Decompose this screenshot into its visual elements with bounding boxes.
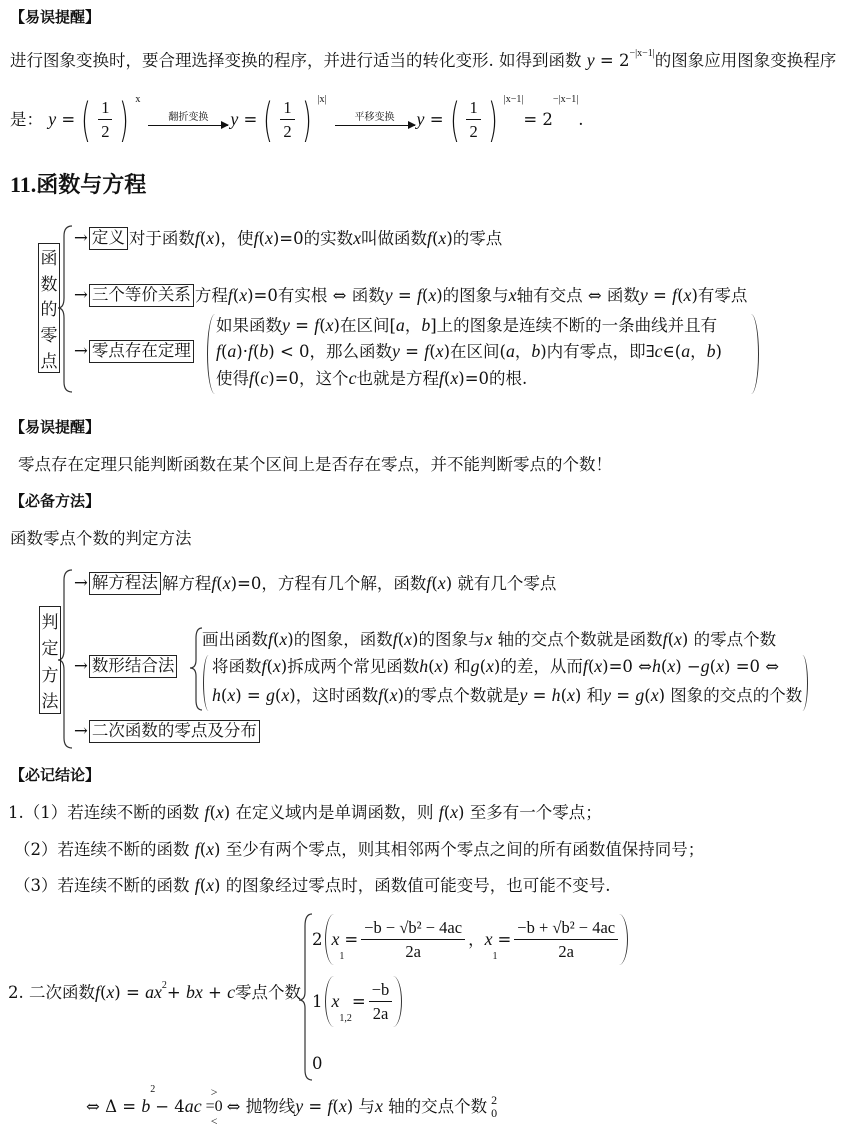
text-run: h(x) = g(x)，这时函数f(x)的零点个数就是y = h(x) 和y = g(x) 图象的交点的个数 [212, 685, 803, 705]
subscript: 1,2 [339, 1013, 352, 1025]
text-run: 函数零点个数的判定方法 [10, 529, 192, 548]
text-run: （3）若连续不断的函数 f(x) 的图象经过零点时，函数值可能变号，也可能不变号. [14, 875, 611, 895]
stack-item: 0 [491, 1105, 498, 1120]
method-text [10, 529, 192, 549]
right-paren: ) [119, 92, 130, 147]
text-run: ，x [468, 928, 493, 949]
boxed-label: 二次函数的零点及分布 [89, 720, 260, 743]
conclusion-2 [14, 839, 704, 860]
text-run: 画出函数f(x)的图象，函数f(x)的图象与x 轴的交点个数就是函数f(x) 的零点个数 [202, 629, 777, 649]
text-run: 零点存在定理只能判断函数在某个区间上是否存在零点，并不能判断零点的个数！ [18, 455, 612, 474]
text-run: （2）若连续不断的函数 f(x) 至少有两个零点，则其相邻两个零点之间的所有函数值保持同号； [14, 839, 705, 859]
text-run: 的图象应用图象变换程序 [654, 50, 837, 70]
text-run: 将函数f(x)拆成两个常见函数h(x) 和g(x)的差，从而f(x)=0 ⇔h(x) −g(x) =0 ⇔ [212, 656, 780, 676]
stacked-symbols [206, 1086, 223, 1128]
text-run: = [351, 991, 366, 1011]
text-run: + bx + c零点个数 [166, 982, 301, 1002]
arrow-label: 平移变换 [354, 112, 395, 124]
tip2-text [18, 455, 612, 475]
method-heading: 【必备方法】 [10, 492, 101, 510]
denominator: 2a [372, 1004, 389, 1024]
vertical-label-char: 法 [41, 692, 59, 713]
text-run: y = [230, 108, 258, 129]
superscript: |x| [317, 94, 327, 105]
numerator: 1 [98, 96, 112, 120]
numerator: −b − √b² − 4ac [361, 916, 465, 940]
text-run: x [331, 928, 340, 949]
text-run: → [74, 656, 88, 676]
left-paren: ( [81, 92, 92, 147]
quadratic-case-2 [312, 914, 628, 965]
vertical-label-char: 零 [40, 326, 58, 347]
vertical-label-char: 点 [40, 351, 58, 372]
tip2-heading: 【易误提醒】 [10, 418, 101, 436]
boxed-label: 三个等价关系 [89, 284, 194, 307]
theorem-line-2 [216, 341, 722, 362]
right-paren: ) [301, 92, 312, 147]
text-run: ⇔ 抛物线y = f(x) 与x 轴的交点个数 [226, 1096, 488, 1117]
brace-icon [58, 226, 72, 392]
stack-item: < [210, 1114, 218, 1128]
graph-line-2 [212, 656, 779, 677]
fraction [369, 978, 393, 1025]
boxed-label: 定义 [89, 227, 128, 250]
text-run: → [74, 341, 88, 361]
text-run: → [74, 228, 88, 248]
diagram1-row-equivalence [74, 284, 747, 307]
vertical-label-char: 数 [40, 274, 58, 295]
text-run: 1 [312, 991, 323, 1011]
fraction [514, 916, 618, 963]
text-run: x [331, 990, 340, 1011]
text-run: 是： y = [10, 108, 76, 129]
text-run: → [74, 573, 88, 593]
text-run: 如果函数y = f(x)在区间[a，b]上的图象是连续不断的一条曲线并且有 [216, 315, 718, 335]
parenthesized-group [325, 976, 403, 1027]
text-run: 1.（1）若连续不断的函数 f(x) 在定义域内是单调函数，则 f(x) 至多有一个零点； [8, 802, 602, 822]
superscript: x [135, 94, 141, 105]
subscript: 1 [492, 951, 498, 963]
numerator: −b + √b² − 4ac [514, 916, 618, 940]
quadratic-label [8, 982, 301, 1003]
text-run: ⇔ Δ = b [86, 1096, 151, 1117]
right-paren: ) [487, 92, 498, 147]
text-run: 使得f(c)=0，这个c也就是方程f(x)=0的根. [216, 368, 528, 388]
superscript: 2 [161, 980, 167, 991]
text-run: 方程f(x)=0有实根 ⇔ 函数y = f(x)的图象与x轴有交点 ⇔ 函数y = f(x)有零点 [194, 284, 748, 305]
diagram2-row-quadratic [74, 720, 261, 743]
text-run: 2. 二次函数f(x) = ax [8, 982, 162, 1002]
denominator: 2 [469, 122, 478, 142]
boxed-label: 数形结合法 [89, 655, 178, 678]
text-run: f(a)·f(b) < 0，那么函数y = f(x)在区间(a，b)内有零点，即∃c∈(a，b) [216, 341, 722, 361]
diagram2-label-box [39, 606, 61, 714]
boxed-label: 解方程法 [89, 572, 161, 595]
subscript: 1 [339, 951, 345, 963]
diagram2-row-graph [74, 655, 178, 678]
text-run: = [497, 929, 512, 949]
text-run: y = [416, 108, 444, 129]
text-run: = 2 [523, 109, 553, 129]
text-run: . [578, 109, 584, 129]
parenthesized-group [325, 914, 629, 965]
quadratic-case-1 [312, 976, 402, 1027]
text-run: = [344, 929, 359, 949]
graph-line-1 [202, 629, 776, 650]
text-run: → [74, 721, 88, 741]
stack-item: > [210, 1085, 218, 1099]
numerator: 1 [466, 96, 480, 120]
diagram1-row-definition [74, 227, 502, 250]
stack-item: 2 [491, 1093, 498, 1108]
text-run: 解方程f(x)=0，方程有几个解，函数f(x) 就有几个零点 [161, 572, 557, 593]
superscript: −|x−1| [629, 48, 655, 59]
graph-line-3 [212, 685, 802, 706]
superscript: −|x−1| [552, 94, 579, 105]
tip1-heading: 【易误提醒】 [10, 8, 101, 26]
stack-item: =0 [205, 1097, 223, 1115]
superscript: 2 [150, 1084, 156, 1095]
vertical-label-char: 方 [41, 665, 59, 686]
diagram1-row-theorem [74, 340, 195, 363]
numerator: 1 [280, 96, 294, 120]
text-run: 进行图象变换时，要合理选择变换的程序，并进行适当的转化变形. 如得到函数 y = 2 [10, 50, 630, 70]
section-title: 11.函数与方程 [10, 172, 147, 197]
stacked-symbols [491, 1094, 497, 1119]
theorem-line-3 [216, 368, 527, 389]
conclusion-heading: 【必记结论】 [10, 766, 101, 784]
denominator: 2 [101, 122, 110, 142]
superscript: |x−1| [503, 94, 524, 105]
vertical-label-char: 定 [41, 639, 59, 660]
boxed-label: 零点存在定理 [89, 340, 194, 363]
text-run: 0 [312, 1054, 323, 1073]
text-run: − 4ac [155, 1096, 202, 1117]
conclusion-1 [8, 802, 602, 823]
brace-icon [190, 628, 202, 710]
denominator: 2 [283, 122, 292, 142]
theorem-line-1 [216, 315, 717, 336]
fraction [361, 916, 465, 963]
left-paren: ( [263, 92, 274, 147]
text-run: → [74, 285, 88, 305]
vertical-label-char: 的 [40, 300, 58, 321]
text-run: 对于函数f(x)，使f(x)=0的实数x叫做函数f(x)的零点 [128, 227, 503, 248]
quadratic-case-0 [312, 1054, 323, 1074]
diagram2-row-solve [74, 572, 556, 595]
left-paren: ( [449, 92, 460, 147]
text-run: 2 [312, 929, 323, 949]
conclusion-3 [14, 875, 610, 896]
vertical-label-char: 判 [41, 612, 59, 633]
arrow-label: 翻折变换 [168, 112, 209, 124]
denominator: 2a [558, 942, 574, 962]
denominator: 2a [405, 942, 421, 962]
numerator: −b [369, 978, 393, 1002]
vertical-label-char: 函 [40, 249, 58, 270]
discriminant-line [86, 1086, 501, 1128]
